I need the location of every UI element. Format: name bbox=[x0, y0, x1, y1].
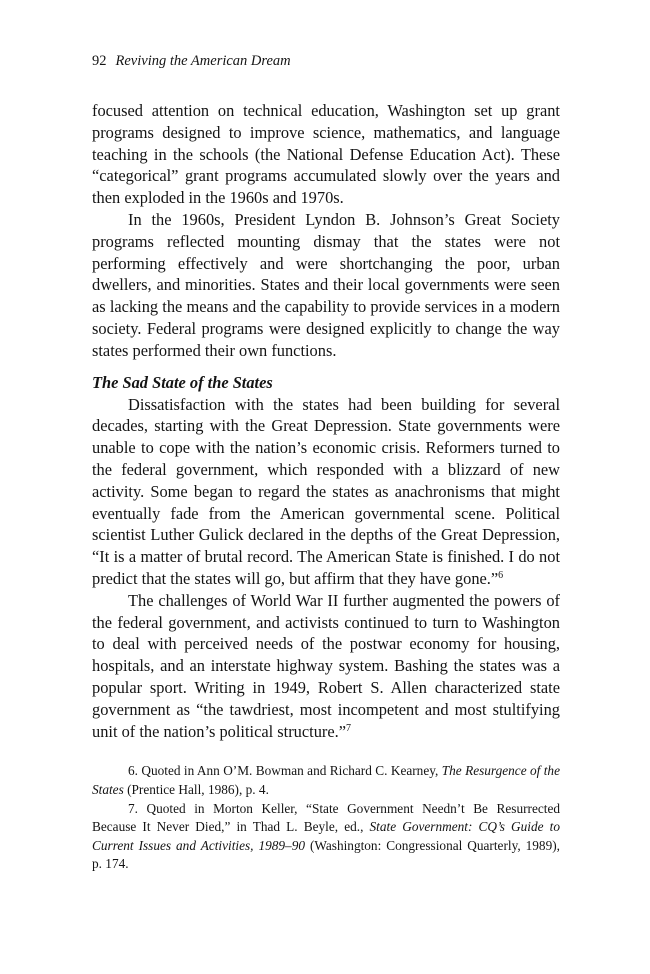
footnote-ref-6: 6 bbox=[498, 569, 504, 581]
footnote-6-title: The Resurgence of the States bbox=[92, 763, 560, 797]
paragraph-3 bbox=[92, 394, 560, 590]
footnote-7 bbox=[92, 800, 560, 874]
footnote-7-title: State Government: CQ’s Guide to Current Issues and Activities, 1989–90 bbox=[92, 819, 560, 853]
section-heading: The Sad State of the States bbox=[92, 372, 273, 392]
paragraph-3-text: Dissatisfaction with the states had been building for several decades, starting with the Great Depression. State governments were unable to cope with the nation’s economic crisis. Reformers turned to the federal government, which responded with a blizzard of new activity. Some began to regard the states as anachronisms that might eventually fade from the American governmental scene. Political scientist Luther Gulick declared in the depths of the Great Depression, “It is a matter of brutal record. The American State is finished. I do not predict that the states will go, but affirm that they have gone.” bbox=[92, 394, 560, 588]
footnote-7-tail: (Washington: Congressional Quarterly, 1989), p. 174. bbox=[92, 837, 560, 872]
running-head-title: Reviving the American Dream bbox=[115, 53, 291, 69]
paragraph-4 bbox=[92, 590, 560, 743]
body-text bbox=[92, 100, 560, 742]
footnote-6-lead: 6. Quoted in Ann O’M. Bowman and Richard C. Kearney, bbox=[128, 763, 442, 779]
paragraph-1: focused attention on technical education, Washington set up grant programs designed to improve science, mathematics, and language teaching in the schools (the National Defense Education Act). These “categorical” grant programs accumulated slowly over the years and then exploded in the 1960s and 1970s. bbox=[92, 101, 560, 208]
page-number: 92 bbox=[92, 53, 107, 69]
footnote-6 bbox=[92, 762, 560, 799]
paragraph-2: In the 1960s, President Lyndon B. Johnson’s Great Society programs reflected mounting dismay that the states were not performing effectively and were shortchanging the poor, urban dwellers, and minorities. States and their local governments were seen as lacking the means and the capability to provide services in a modern society. Federal programs were designed explicitly to change the way states performed their own functions. bbox=[92, 209, 560, 360]
footnote-6-tail: (Prentice Hall, 1986), p. 4. bbox=[123, 781, 269, 797]
paragraph-4-text: The challenges of World War II further augmented the powers of the federal government, and activists continued to turn to Washington to deal with perceived needs of the postwar economy for housing, hospitals, and an interstate highway system. Bashing the states was a popular sport. Writing in 1949, Robert S. Allen characterized state government as “the tawdriest, most incompetent and most stultifying unit of the nation’s political structure.” bbox=[92, 590, 560, 741]
footnote-ref-7: 7 bbox=[346, 722, 351, 734]
book-page bbox=[92, 52, 560, 874]
footnote-7-lead: 7. Quoted in Morton Keller, “State Government Needn’t Be Resurrected Because It Never Died,” in Thad L. Beyle, ed., bbox=[92, 800, 560, 835]
footnotes bbox=[92, 762, 560, 874]
running-head bbox=[92, 52, 560, 70]
